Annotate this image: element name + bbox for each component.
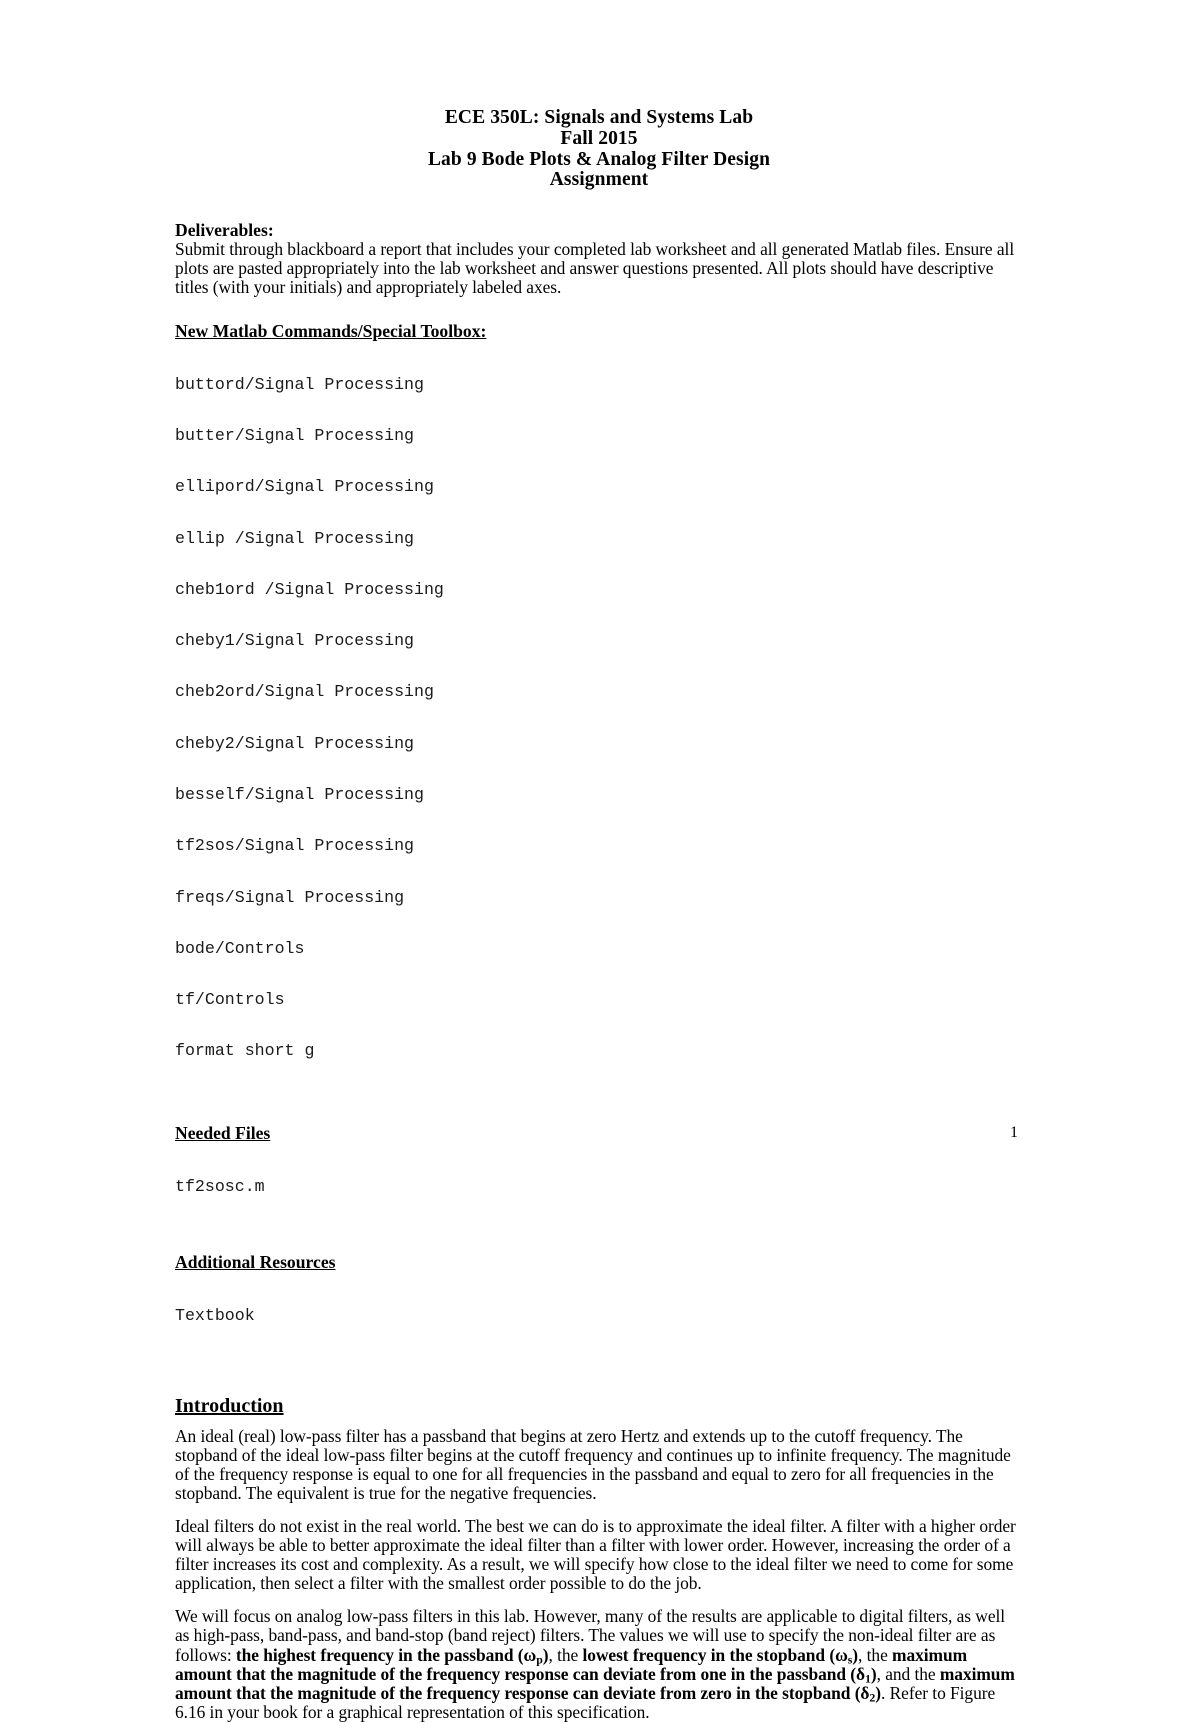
command-item: ellipord/Signal Processing <box>175 477 434 497</box>
command-item: buttord/Signal Processing <box>175 374 424 394</box>
subscript-2: 2 <box>869 1690 876 1705</box>
command-item: cheb1ord /Signal Processing <box>175 579 444 599</box>
p3-sep-1: , the <box>548 1644 583 1665</box>
spec-term-passband-freq: the highest frequency in the passband $(\omega_p)$ <box>235 1644 549 1667</box>
deliverables-body: Submit through blackboard a report that includes your completed lab worksheet and all generated Matlab files. Ensure all plots are pasted appropriately into the lab worksheet and answer questions presented. All plots should have descriptive titles (with your initials) and appropriately labeled axes. <box>175 239 1015 298</box>
command-item: freqs/Signal Processing <box>175 887 405 907</box>
deliverables-heading: Deliverables: <box>175 220 274 241</box>
document-title <box>175 108 1023 191</box>
needed-files-section <box>175 1124 1023 1229</box>
p3-sep-2: , the <box>858 1644 893 1665</box>
command-item: bode/Controls <box>175 938 305 958</box>
subscript-1: 1 <box>864 1671 871 1686</box>
commands-list <box>175 342 1023 1094</box>
command-item: tf2sos/Signal Processing <box>175 836 414 856</box>
command-item: ellip /Signal Processing <box>175 528 414 548</box>
subscript-p: p <box>536 1652 543 1667</box>
introduction-paragraph-1: An ideal (real) low-pass filter has a passband that begins at zero Hertz and extends up to the cutoff frequency. The stopband of the ideal low-pass filter begins at the cutoff frequency and continues up to infinite frequency. The magnitude of the frequency response is equal to one for all frequencies in the passband and equal to zero for all frequencies in the stopband. The equivalent is true for the negative frequencies. <box>175 1425 1011 1503</box>
command-item: cheby1/Signal Processing <box>175 631 414 651</box>
introduction-heading: Introduction <box>175 1394 284 1417</box>
needed-file-item: tf2sosc.m <box>175 1176 265 1196</box>
command-item: tf/Controls <box>175 990 285 1010</box>
deliverables-section <box>175 221 1023 297</box>
additional-resource-item: Textbook <box>175 1306 255 1326</box>
spec-term-stopband-freq: lowest frequency in the stopband $(\omega_s)$ <box>582 1644 859 1667</box>
document-content <box>175 108 1023 1722</box>
page-number: 1 <box>1010 1124 1018 1141</box>
title-line-course: ECE 350L: Signals and Systems Lab <box>444 107 754 128</box>
needed-files-heading: Needed Files <box>175 1122 271 1143</box>
title-line-assignment: Assignment <box>549 169 649 191</box>
command-item: cheb2ord/Signal Processing <box>175 682 434 702</box>
additional-resources-section <box>175 1253 1023 1358</box>
spec-term-stopband-attenuation: maximum amount that the magnitude of the frequency response can deviate from zero in the stopband $(\delta_2)$ <box>175 1663 1015 1705</box>
command-item: format short g <box>175 1041 315 1061</box>
title-line-lab: Lab 9 Bode Plots & Analog Filter Design <box>427 148 771 170</box>
p3-sep-3: , and the <box>876 1663 940 1684</box>
command-item: butter/Signal Processing <box>175 426 414 446</box>
additional-resources-list <box>175 1273 1023 1358</box>
introduction-section <box>175 1395 1023 1722</box>
command-item: besself/Signal Processing <box>175 785 424 804</box>
needed-files-list <box>175 1144 1023 1229</box>
commands-heading: New Matlab Commands/Special Toolbox: <box>175 320 487 341</box>
subscript-s: s <box>847 1652 853 1667</box>
introduction-paragraph-2: Ideal filters do not exist in the real world. The best we can do is to approximate the ideal filter. A filter with a higher order will always be able to better approximate the ideal filter than a filter with lower order. However, increasing the order of a filter increases its cost and complexity. As a result, we will specify how close to the ideal filter we need to come for some application, then select a filter with the smallest order possible to do the job. <box>175 1516 1016 1594</box>
p3-tail-text: . Refer to Figure 6.16 in your book for a graphical representation of this specification. <box>175 1682 996 1722</box>
p3-intro-text: We will focus on analog low-pass filters in this lab. However, many of the results are applicable to digital filters, as well as high-pass, band-pass, and band-stop (band reject) filters. The values we will use to specify the non-ideal filter are as follows: <box>175 1606 1006 1665</box>
command-item: cheby2/Signal Processing <box>175 733 414 753</box>
title-line-term: Fall 2015 <box>560 127 638 149</box>
commands-section <box>175 322 1023 1094</box>
introduction-paragraph-3 <box>175 1607 1023 1722</box>
additional-resources-heading: Additional Resources <box>175 1252 336 1273</box>
spec-term-passband-ripple: maximum amount that the magnitude of the frequency response can deviate from one in the passband $(\delta_1)$ <box>175 1644 968 1686</box>
